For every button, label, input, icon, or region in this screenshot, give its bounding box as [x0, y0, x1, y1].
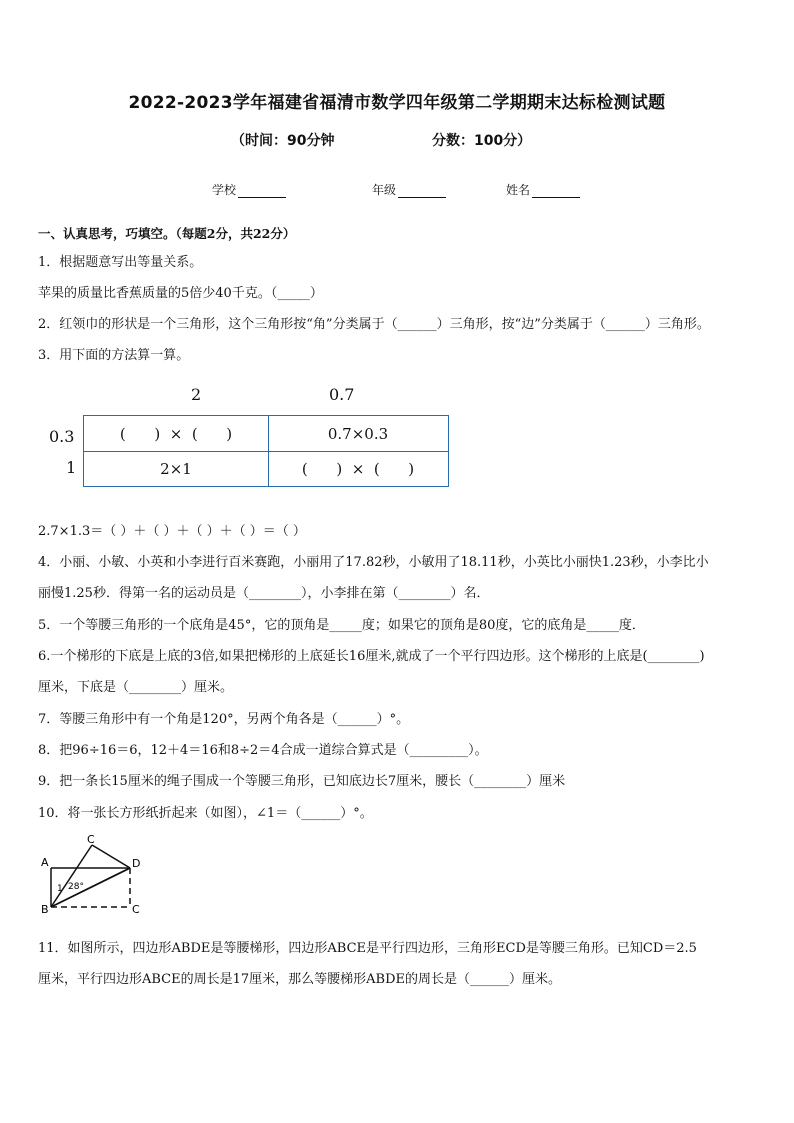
grade-blank[interactable]: [398, 185, 446, 198]
grid-cell-bottom-right[interactable]: ( ) × ( ): [301, 460, 415, 478]
school-label: 学校: [212, 183, 237, 197]
fig-label-c-bottom: C: [132, 903, 140, 916]
question-10: 10．将一张长方形纸折起来（如图），∠1＝（______）°。: [38, 806, 373, 821]
folded-rectangle-figure: [36, 833, 156, 919]
grade-field: [372, 181, 446, 198]
grid-row-label-1: 0.3: [49, 427, 75, 446]
name-label: 姓名: [506, 183, 531, 197]
multiplication-grid: [83, 415, 449, 487]
grid-row-label-2: 1: [66, 458, 77, 477]
grid-cell-top-left[interactable]: ( ) × ( ): [119, 424, 233, 443]
question-9: 9．把一条长15厘米的绳子围成一个等腰三角形，已知底边长7厘米，腰长（________）厘米: [38, 774, 566, 789]
question-2: 2．红领巾的形状是一个三角形，这个三角形按“角”分类属于（______）三角形，按“边”分类属于（______）三角形。: [38, 317, 710, 332]
question-4-line-2: 丽慢1.25秒．得第一名的运动员是（________），小李排在第（________）名．: [38, 586, 490, 601]
fig-label-c-top: C: [87, 833, 95, 846]
name-blank[interactable]: [532, 185, 580, 198]
question-6-line-2: 厘米，下底是（________）厘米。: [38, 680, 234, 695]
question-3: 3．用下面的方法算一算。: [38, 348, 190, 363]
question-3-equation: 2.7×1.3＝（ ）＋（ ）＋（ ）＋（ ）＝（ ）: [38, 524, 306, 539]
fig-label-b: B: [41, 903, 49, 916]
page-title: 2022-2023学年福建省福清市数学四年级第二学期期末达标检测试题: [128, 93, 666, 113]
question-4-line-1: 4．小丽、小敏、小英和小李进行百米赛跑，小丽用了17.82秒，小敏用了18.11秒，小英比小丽快1.23秒，小李比小: [38, 555, 709, 570]
fig-angle-1-label: 1: [57, 884, 63, 894]
school-blank[interactable]: [238, 185, 286, 198]
grade-label: 年级: [372, 183, 397, 197]
question-1: 1．根据题意写出等量关系。: [38, 255, 203, 270]
school-field: [212, 181, 286, 198]
section-heading: 一、认真思考，巧填空。（每题2分，共22分）: [38, 226, 296, 241]
fig-label-a: A: [41, 856, 49, 869]
grid-cell-top-right: 0.7×0.3: [327, 424, 389, 443]
question-11-line-1: 11．如图所示，四边形ABDE是等腰梯形，四边形ABCE是平行四边形，三角形ECD是等腰三角形。已知CD＝2.5: [38, 941, 697, 956]
grid-cell-bottom-left: 2×1: [160, 460, 192, 478]
name-field: [506, 181, 580, 198]
question-8: 8．把96÷16＝6，12＋4＝16和8÷2＝4合成一道综合算式是（_________）。: [38, 743, 488, 758]
exam-time-score: （时间：90分钟 分数：100分）: [231, 133, 532, 149]
fig-edge-cd: [92, 845, 130, 868]
grid-col-label-2: 0.7: [329, 385, 355, 404]
question-1-sub: 苹果的质量比香蕉质量的5倍少40千克。（_____）: [38, 286, 323, 301]
question-6-line-1: 6.一个梯形的下底是上底的3倍,如果把梯形的上底延长16厘米,就成了一个平行四边形。这个梯形的上底是(________): [38, 649, 705, 664]
question-7: 7．等腰三角形中有一个角是120°，另两个角各是（______）°。: [38, 712, 410, 727]
fig-fold-bd: [51, 868, 130, 907]
grid-col-label-1: 2: [191, 385, 202, 404]
question-11-line-2: 厘米，平行四边形ABCE的周长是17厘米，那么等腰梯形ABDE的周长是（______）厘米。: [38, 972, 562, 987]
question-5: 5．一个等腰三角形的一个底角是45°，它的顶角是_____度；如果它的顶角是80度，它的底角是_____度．: [38, 618, 645, 633]
fig-angle-28-label: 28°: [68, 882, 84, 892]
fig-label-d: D: [132, 857, 141, 870]
